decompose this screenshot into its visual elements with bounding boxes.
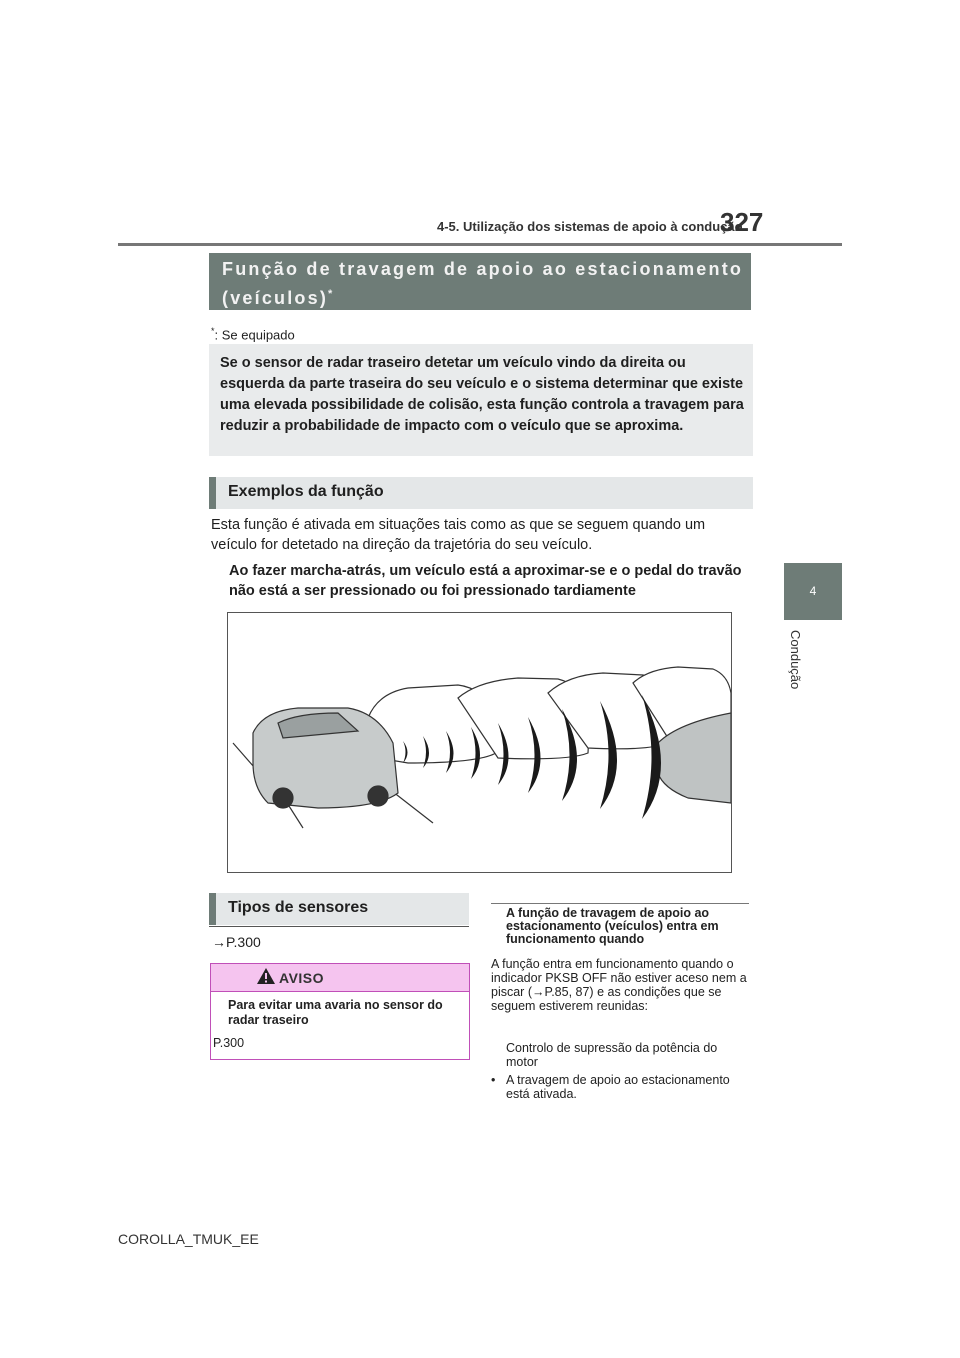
- operation-condition-heading: A função de travagem de apoio ao estacionamento (veículos) entra em funcionamento quando: [506, 906, 719, 946]
- equipment-footnote: *: Se equipado: [211, 326, 295, 343]
- section-title: Função de travagem de apoio ao estacionamento (veículos)*: [222, 259, 744, 308]
- sensors-divider: [209, 926, 469, 927]
- right-column-divider: [491, 903, 749, 904]
- condition-item: Controlo de supressão da potência do motor: [506, 1041, 718, 1069]
- examples-heading: Exemplos da função: [209, 477, 753, 509]
- condition-item: • A travagem de apoio ao estacionamento está ativada.: [491, 1073, 730, 1101]
- bullet: •: [491, 1073, 496, 1087]
- warning-body: Para evitar uma avaria no sensor do radar traseiro: [228, 998, 443, 1027]
- document-code: COROLLA_TMUK_EE: [118, 1231, 259, 1247]
- example-title: Ao fazer marcha-atrás, um veículo está a aproximar-se e o pedal do travão não está a ser pressionado ou foi pressionado tardiamente: [229, 563, 742, 599]
- chapter-tab: 4: [784, 563, 842, 620]
- sensors-page-ref[interactable]: →P.300: [212, 934, 261, 950]
- warning-title: AVISO: [279, 970, 325, 986]
- page-number: 327: [720, 207, 764, 237]
- parking-illustration: [227, 612, 732, 873]
- warning-separator: [211, 991, 469, 992]
- header-divider: [118, 243, 842, 246]
- warning-page-ref[interactable]: P.300: [213, 1036, 245, 1050]
- chapter-label: Condução: [788, 630, 803, 690]
- warning-header: [211, 964, 469, 991]
- summary-text: Se o sensor de radar traseiro detetar um veículo vindo da direita ou esquerda da parte traseira do seu veículo e o sistema determinar que existe uma elevada possibilidade de colisão, esta função controla a travagem para reduzir a probabilidade de impacto com o veículo que se aproxima.: [220, 355, 744, 434]
- warning-box: [210, 963, 470, 1060]
- header-section-title: 4-5. Utilização dos sistemas de apoio à condução: [437, 219, 743, 234]
- operation-condition-text: A função entra em funcionamento quando o indicador PKSB OFF não estiver aceso nem a piscar (→P.85, 87) e as condições que se seguem estiverem reunidas:: [491, 957, 747, 1013]
- sensors-heading: Tipos de sensores: [209, 893, 469, 925]
- examples-intro: Esta função é ativada em situações tais como as que se seguem quando um veículo for detetado na direção da trajetória do seu veículo.: [211, 517, 706, 553]
- warning-triangle-icon: [256, 967, 276, 990]
